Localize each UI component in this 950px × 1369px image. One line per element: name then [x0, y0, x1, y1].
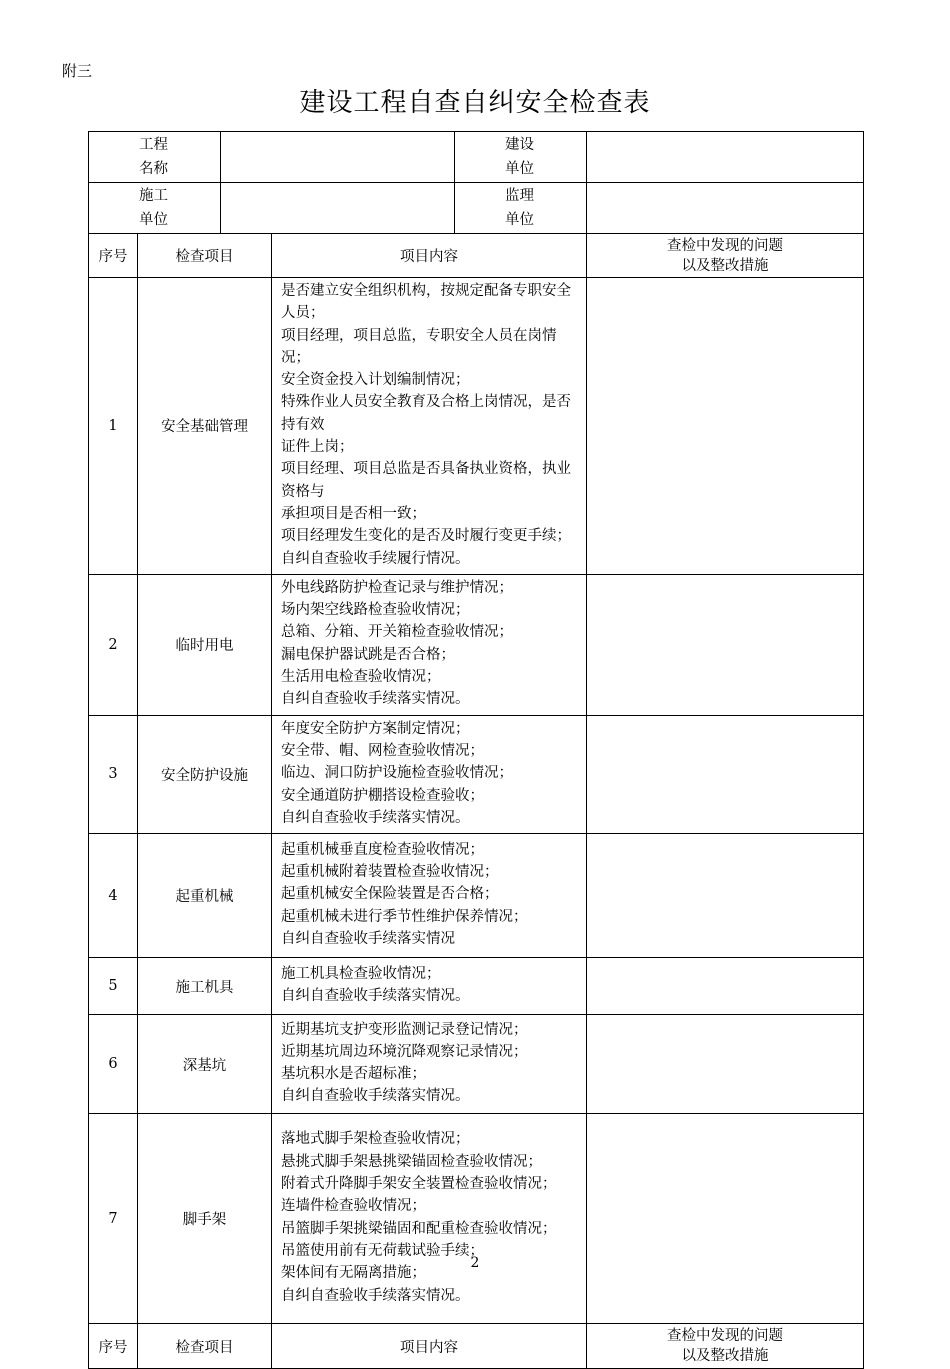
- content-line: 施工机具检查验收情况；: [281, 965, 441, 982]
- content-line: 证件上岗；: [281, 439, 354, 456]
- content-line: 承担项目是否相一致；: [281, 505, 426, 522]
- table-row: [89, 958, 864, 1015]
- row-number: 6: [89, 1015, 138, 1114]
- contractor-info-row: [89, 183, 864, 234]
- row-number: 3: [89, 715, 138, 833]
- column-header-row: [89, 234, 864, 278]
- content-line: 生活用电检查验收情况；: [281, 669, 441, 686]
- content-line: 起重机械附着装置检查验收情况；: [281, 864, 499, 881]
- content-line: 吊篮脚手架挑梁锚固和配重检查验收情况；: [281, 1220, 557, 1237]
- issues-cell[interactable]: [587, 278, 864, 575]
- document-title: 建设工程自查自纠安全检查表: [299, 88, 651, 118]
- contractor-unit-value[interactable]: [221, 183, 455, 234]
- check-content: [272, 574, 587, 715]
- check-item: 脚手架: [138, 1114, 272, 1324]
- content-line: 安全带、帽、网检查验收情况；: [281, 742, 484, 759]
- column-header-row-repeat: [89, 1324, 864, 1369]
- issues-cell[interactable]: [587, 1114, 864, 1324]
- content-line: 项目经理发生变化的是否及时履行变更手续；: [281, 528, 571, 545]
- header-content: 项目内容: [272, 1324, 587, 1369]
- contractor-unit-label: 施工 单位: [89, 183, 221, 234]
- check-item: 安全防护设施: [138, 715, 272, 833]
- table-row: [89, 1114, 864, 1324]
- content-line: 自纠自查验收手续落实情况。: [281, 809, 470, 826]
- content-line: 年度安全防护方案制定情况；: [281, 720, 470, 737]
- supervisor-unit-value[interactable]: [587, 183, 864, 234]
- content-line: 场内架空线路检查验收情况；: [281, 602, 470, 619]
- table-row: [89, 574, 864, 715]
- content-line: 外电线路防护检查记录与维护情况；: [281, 579, 513, 596]
- check-item: 安全基础管理: [138, 278, 272, 575]
- header-item: 检查项目: [138, 1324, 272, 1369]
- content-line: 自纠自查验收手续落实情况。: [281, 988, 470, 1005]
- content-line: 项目经理，项目总监，专职安全人员在岗情况；: [281, 327, 557, 366]
- content-line: 项目经理、项目总监是否具备执业资格，执业资格与: [281, 461, 571, 500]
- project-info-row: [89, 132, 864, 183]
- content-line: 架体间有无隔离措施；: [281, 1265, 426, 1282]
- issues-cell[interactable]: [587, 574, 864, 715]
- project-name-value[interactable]: [221, 132, 455, 183]
- row-number: 2: [89, 574, 138, 715]
- content-line: 总箱、分箱、开关箱检查验收情况；: [281, 624, 513, 641]
- row-number: 1: [89, 278, 138, 575]
- header-no: 序号: [89, 1324, 138, 1369]
- header-content: 项目内容: [272, 234, 587, 278]
- check-content: [272, 715, 587, 833]
- check-item: 施工机具: [138, 958, 272, 1015]
- header-item: 检查项目: [138, 234, 272, 278]
- page-number: 2: [470, 1255, 480, 1271]
- table-row: [89, 834, 864, 958]
- content-line: 悬挑式脚手架悬挑梁锚固检查验收情况；: [281, 1153, 542, 1170]
- check-content: [272, 1015, 587, 1114]
- check-content: [272, 834, 587, 958]
- check-content: [272, 278, 587, 575]
- content-line: 起重机械未进行季节性维护保养情况；: [281, 908, 528, 925]
- check-item: 临时用电: [138, 574, 272, 715]
- content-line: 落地式脚手架检查验收情况；: [281, 1131, 470, 1148]
- header-issues: 查检中发现的问题 以及整改措施: [587, 1324, 864, 1369]
- header-no: 序号: [89, 234, 138, 278]
- table-row: [89, 278, 864, 575]
- issues-cell[interactable]: [587, 834, 864, 958]
- check-item: 深基坑: [138, 1015, 272, 1114]
- content-line: 自纠自查验收手续落实情况。: [281, 1088, 470, 1105]
- issues-cell[interactable]: [587, 715, 864, 833]
- content-line: 自纠自查验收手续履行情况。: [281, 550, 470, 567]
- content-line: 自纠自查验收手续落实情况。: [281, 691, 470, 708]
- table-row: [89, 715, 864, 833]
- issues-cell[interactable]: [587, 958, 864, 1015]
- table-row: [89, 1015, 864, 1114]
- content-line: 连墙件检查验收情况；: [281, 1198, 426, 1215]
- row-number: 5: [89, 958, 138, 1015]
- content-line: 临边、洞口防护设施检查验收情况；: [281, 765, 513, 782]
- issues-cell[interactable]: [587, 1015, 864, 1114]
- content-line: 起重机械安全保险装置是否合格；: [281, 886, 499, 903]
- content-line: 基坑积水是否超标准；: [281, 1066, 426, 1083]
- content-line: 特殊作业人员安全教育及合格上岗情况，是否持有效: [281, 394, 571, 433]
- content-line: 近期基坑周边环境沉降观察记录情况；: [281, 1043, 528, 1060]
- inspection-table: [88, 131, 864, 1369]
- content-line: 吊篮使用前有无荷载试验手续；: [281, 1242, 484, 1259]
- project-name-label: 工程 名称: [89, 132, 221, 183]
- check-content: [272, 1114, 587, 1324]
- content-line: 漏电保护器试跳是否合格；: [281, 646, 455, 663]
- content-line: 是否建立安全组织机构，按规定配备专职安全人员；: [281, 283, 571, 322]
- content-line: 安全资金投入计划编制情况；: [281, 372, 470, 389]
- annex-label: 附三: [62, 62, 93, 80]
- check-item: 起重机械: [138, 834, 272, 958]
- row-number: 7: [89, 1114, 138, 1324]
- header-issues: 查检中发现的问题 以及整改措施: [587, 234, 864, 278]
- builder-unit-value[interactable]: [587, 132, 864, 183]
- row-number: 4: [89, 834, 138, 958]
- content-line: 近期基坑支护变形监测记录登记情况；: [281, 1021, 528, 1038]
- content-line: 自纠自查验收手续落实情况。: [281, 1287, 470, 1304]
- content-line: 自纠自查验收手续落实情况: [281, 931, 455, 948]
- supervisor-unit-label: 监理 单位: [455, 183, 587, 234]
- builder-unit-label: 建设 单位: [455, 132, 587, 183]
- check-content: [272, 958, 587, 1015]
- content-line: 安全通道防护棚搭设检查验收；: [281, 787, 484, 804]
- content-line: 附着式升降脚手架安全装置检查验收情况；: [281, 1176, 557, 1193]
- content-line: 起重机械垂直度检查验收情况；: [281, 841, 484, 858]
